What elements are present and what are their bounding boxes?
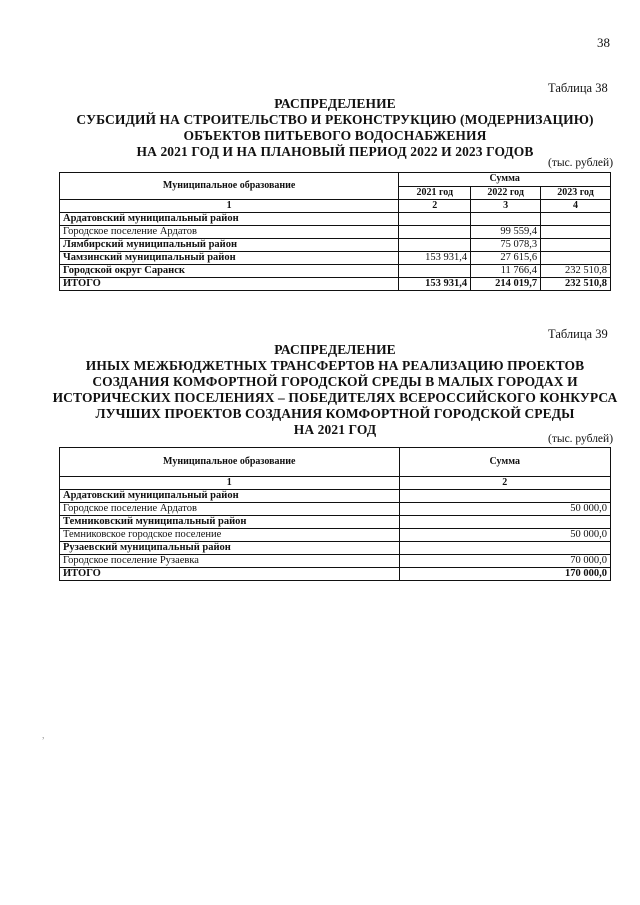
column-number: 1 (60, 477, 400, 490)
column-number-row (60, 200, 611, 213)
table-39-label: Таблица 39 (548, 327, 608, 341)
row-value-2021 (399, 239, 471, 252)
table-row (60, 490, 611, 503)
page-number: 38 (597, 35, 610, 50)
total-label: ИТОГО (60, 568, 400, 581)
column-number-row (60, 477, 611, 490)
title-line: ИСТОРИЧЕСКИХ ПОСЕЛЕНИЯХ – ПОБЕДИТЕЛЯХ ВСЕРОССИЙСКОГО КОНКУРСА (52, 390, 618, 405)
row-name: Лямбирский муниципальный район (60, 239, 399, 252)
table-row (60, 239, 611, 252)
scan-speck: , (42, 730, 45, 741)
row-value-2023 (541, 226, 611, 239)
table-row (60, 226, 611, 239)
table-39 (59, 447, 611, 581)
total-value-2021: 153 931,4 (399, 278, 471, 291)
row-value-2021 (399, 213, 471, 226)
row-value: 70 000,0 (399, 555, 610, 568)
column-number: 2 (399, 477, 610, 490)
row-value-2021 (399, 265, 471, 278)
row-value-2023: 232 510,8 (541, 265, 611, 278)
row-name: Темниковский муниципальный район (60, 516, 400, 529)
column-number: 3 (471, 200, 541, 213)
table-header-row (60, 448, 611, 477)
title-line: НА 2021 ГОД (293, 422, 377, 437)
table-38-label: Таблица 38 (548, 81, 608, 95)
total-row (60, 278, 611, 291)
table-38-title (40, 96, 630, 160)
total-label: ИТОГО (60, 278, 399, 291)
row-value-2023 (541, 239, 611, 252)
title-line: ЛУЧШИХ ПРОЕКТОВ СОЗДАНИЯ КОМФОРТНОЙ ГОРОДСКОЙ СРЕДЫ (95, 406, 575, 421)
title-line: НА 2021 ГОД И НА ПЛАНОВЫЙ ПЕРИОД 2022 И 2023 ГОДОВ (136, 144, 534, 159)
row-value-2021 (399, 226, 471, 239)
table-row (60, 555, 611, 568)
table-row (60, 529, 611, 542)
title-line: ОБЪЕКТОВ ПИТЬЕВОГО ВОДОСНАБЖЕНИЯ (183, 128, 487, 143)
column-header-name: Муниципальное образование (60, 448, 400, 477)
row-value-2021: 153 931,4 (399, 252, 471, 265)
title-line: РАСПРЕДЕЛЕНИЕ (274, 96, 396, 111)
column-header-year: 2022 год (471, 186, 541, 200)
row-value-2022: 11 766,4 (471, 265, 541, 278)
table-39-title (40, 342, 630, 438)
column-number: 2 (399, 200, 471, 213)
row-name: Городское поселение Ардатов (60, 226, 399, 239)
row-value (399, 542, 610, 555)
row-name: Ардатовский муниципальный район (60, 213, 399, 226)
title-line: СОЗДАНИЯ КОМФОРТНОЙ ГОРОДСКОЙ СРЕДЫ В МАЛЫХ ГОРОДАХ И (92, 374, 578, 389)
row-name: Городское поселение Ардатов (60, 503, 400, 516)
title-line: РАСПРЕДЕЛЕНИЕ (274, 342, 396, 357)
table-row (60, 265, 611, 278)
table-row (60, 516, 611, 529)
title-line: ИНЫХ МЕЖБЮДЖЕТНЫХ ТРАНСФЕРТОВ НА РЕАЛИЗАЦИЮ ПРОЕКТОВ (85, 358, 585, 373)
row-value-2023 (541, 213, 611, 226)
table-38-units: (тыс. рублей) (548, 157, 614, 169)
column-header-year: 2021 год (399, 186, 471, 200)
total-value-2023: 232 510,8 (541, 278, 611, 291)
row-name: Рузаевский муниципальный район (60, 542, 400, 555)
title-line: СУБСИДИЙ НА СТРОИТЕЛЬСТВО И РЕКОНСТРУКЦИЮ (МОДЕРНИЗАЦИЮ) (76, 112, 594, 127)
row-value: 50 000,0 (399, 529, 610, 542)
total-value-2022: 214 019,7 (471, 278, 541, 291)
row-value-2022 (471, 213, 541, 226)
table-38 (59, 172, 611, 291)
row-name: Темниковское городское поселение (60, 529, 400, 542)
row-value-2022: 99 559,4 (471, 226, 541, 239)
row-value (399, 490, 610, 503)
column-number: 1 (60, 200, 399, 213)
row-name: Городской округ Саранск (60, 265, 399, 278)
total-row (60, 568, 611, 581)
table-39-units: (тыс. рублей) (548, 433, 614, 445)
column-number: 4 (541, 200, 611, 213)
row-value-2022: 75 078,3 (471, 239, 541, 252)
row-value-2023 (541, 252, 611, 265)
row-name: Городское поселение Рузаевка (60, 555, 400, 568)
table-row (60, 503, 611, 516)
row-name: Чамзинский муниципальный район (60, 252, 399, 265)
column-header-sum: Сумма (399, 448, 610, 477)
table-row (60, 213, 611, 226)
row-value: 50 000,0 (399, 503, 610, 516)
total-value: 170 000,0 (399, 568, 610, 581)
column-header-name: Муниципальное образование (60, 173, 399, 200)
table-row (60, 252, 611, 265)
column-header-sum: Сумма (399, 173, 611, 187)
row-value (399, 516, 610, 529)
table-header-row (60, 173, 611, 187)
column-header-year: 2023 год (541, 186, 611, 200)
row-value-2022: 27 615,6 (471, 252, 541, 265)
row-name: Ардатовский муниципальный район (60, 490, 400, 503)
table-row (60, 542, 611, 555)
